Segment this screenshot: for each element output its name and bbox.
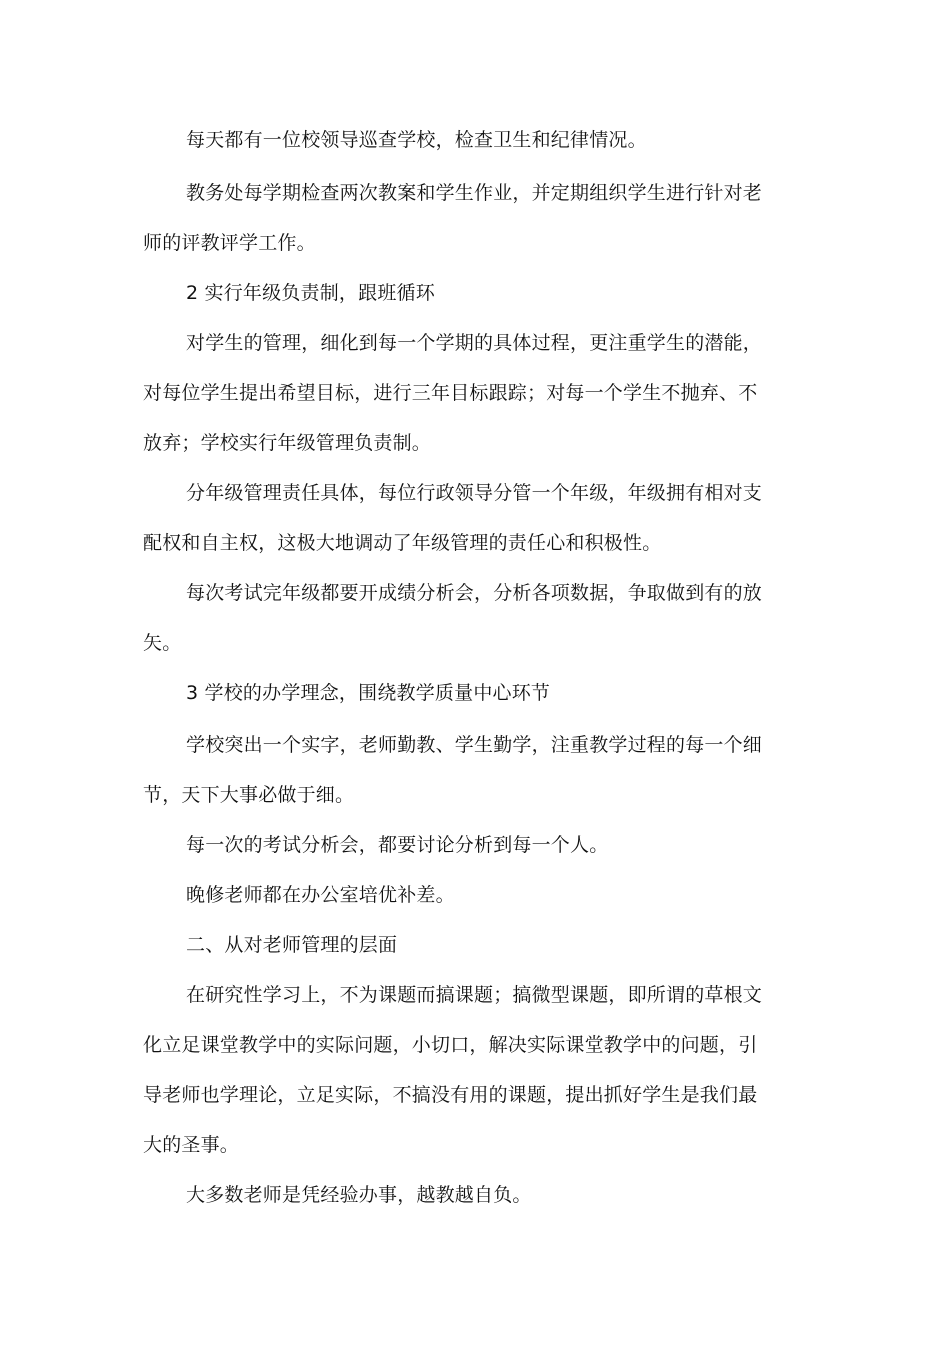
paragraph-line: 每一次的考试分析会，都要讨论分析到每一个人。 [186, 834, 609, 856]
paragraph-line: 每天都有一位校领导巡查学校，检查卫生和纪律情况。 [186, 129, 647, 151]
paragraph-line: 学校突出一个实字，老师勤教、学生勤学，注重教学过程的每一个细 [186, 734, 763, 756]
paragraph-line: 节，天下大事必做于细。 [143, 784, 355, 806]
section-heading: 2 实行年级负责制，跟班循环 [186, 282, 435, 304]
paragraph-line: 分年级管理责任具体，每位行政领导分管一个年级，年级拥有相对支 [186, 482, 763, 504]
paragraph-line: 大的圣事。 [143, 1134, 240, 1156]
section-heading: 3 学校的办学理念，围绕教学质量中心环节 [186, 682, 551, 704]
paragraph-line: 每次考试完年级都要开成绩分析会，分析各项数据，争取做到有的放 [186, 582, 763, 604]
paragraph-line: 化立足课堂教学中的实际问题，小切口，解决实际课堂教学中的问题，引 [143, 1034, 758, 1056]
paragraph-line: 配权和自主权，这极大地调动了年级管理的责任心和积极性。 [143, 532, 662, 554]
paragraph-line: 师的评教评学工作。 [143, 232, 316, 254]
section-heading: 二、从对老师管理的层面 [186, 934, 398, 956]
paragraph-line: 教务处每学期检查两次教案和学生作业，并定期组织学生进行针对老 [186, 182, 763, 204]
paragraph-line: 对每位学生提出希望目标，进行三年目标跟踪；对每一个学生不抛弃、不 [143, 382, 758, 404]
paragraph-line: 放弃；学校实行年级管理负责制。 [143, 432, 432, 454]
paragraph-line: 对学生的管理，细化到每一个学期的具体过程，更注重学生的潜能， [186, 332, 763, 354]
paragraph-line: 晚修老师都在办公室培优补差。 [186, 884, 455, 906]
paragraph-line: 大多数老师是凭经验办事，越教越自负。 [186, 1184, 532, 1206]
paragraph-line: 在研究性学习上，不为课题而搞课题；搞微型课题，即所谓的草根文 [186, 984, 763, 1006]
paragraph-line: 导老师也学理论，立足实际，不搞没有用的课题，提出抓好学生是我们最 [143, 1084, 758, 1106]
paragraph-line: 矢。 [143, 632, 182, 654]
